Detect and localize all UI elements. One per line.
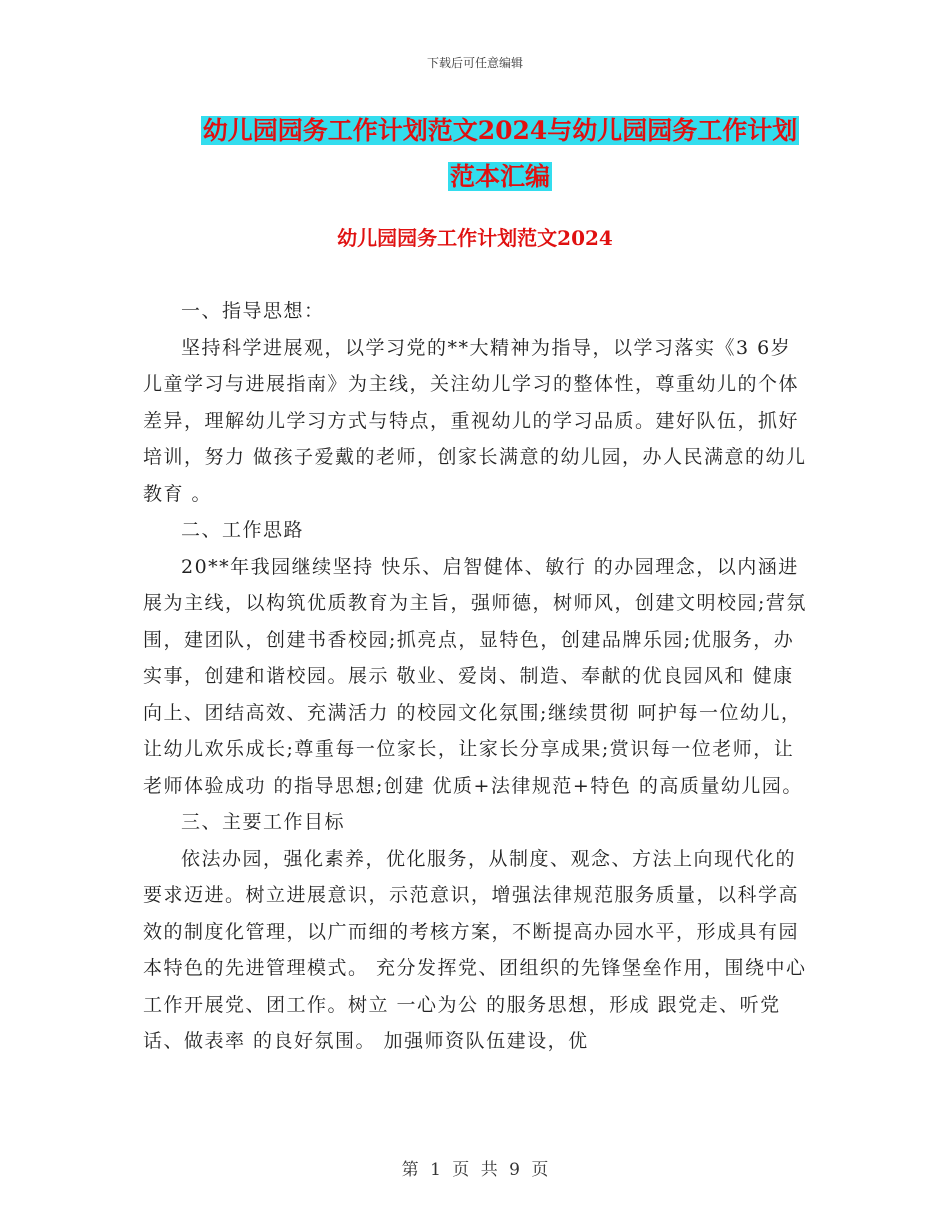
document-title-line-2: 范本汇编 xyxy=(449,162,550,191)
paragraph-main-goals: 依法办园，强化素养，优化服务，从制度、观念、方法上向现代化的要求迈进。树立进展意识，示范意识，增强法律规范服务质量，以科学高效的制度化管理，以广而细的考核方案，不断提高办园水平，形成具有园本特色的先进管理模式。 充分发挥党、团组织的先锋堡垒作用，围绕中心工作开展党、团工作。树立 一心为公 的服务思想，形成 跟党走、听党话、做表率 的良好氛围。 加强师资队伍建设，优 xyxy=(143,847,807,1052)
document-title xyxy=(140,108,860,200)
section-title: 幼儿园园务工作计划范文2024 xyxy=(337,226,613,250)
heading-main-goals: 三、主要工作目标 xyxy=(181,811,346,833)
document-title-line-1: 幼儿园园务工作计划范文2024与幼儿园园务工作计划 xyxy=(202,116,798,145)
page-number-footer: 第 1 页 共 9 页 xyxy=(401,1160,549,1180)
document-body xyxy=(143,293,811,1060)
heading-guiding-ideology: 一、指导思想： xyxy=(181,300,325,322)
paragraph-work-approach: 20**年我园继续坚持 快乐、启智健体、敏行 的办园理念，以内涵进展为主线，以构筑优质教育为主旨，强师德，树师风，创建文明校园;营氛围，建团队，创建书香校园;抓亮点，显特色，创建品牌乐园;优服务，办实事，创建和谐校园。展示 敬业、爱岗、制造、奉献的优良园风和 健康向上、团结高效、充满活力 的校园文化氛围;继续贯彻 呵护每一位幼儿，让幼儿欢乐成长;尊重每一位家长，让家长分享成果;赏识每一位老师，让老师体验成功 的指导思想;创建 优质+法律规范+特色 的高质量幼儿园。 xyxy=(143,555,807,797)
heading-work-approach: 二、工作思路 xyxy=(181,519,305,541)
paragraph-guiding-ideology: 坚持科学进展观，以学习党的**大精神为指导，以学习落实《3 6岁儿童学习与进展指南》为主线，关注幼儿学习的整体性，尊重幼儿的个体差异，理解幼儿学习方式与特点，重视幼儿的学习品质。建好队伍，抓好培训，努力 做孩子爱戴的老师，创家长满意的幼儿园，办人民满意的幼儿教育 。 xyxy=(143,336,807,505)
page-header: 下载后可任意编辑 xyxy=(426,56,523,70)
